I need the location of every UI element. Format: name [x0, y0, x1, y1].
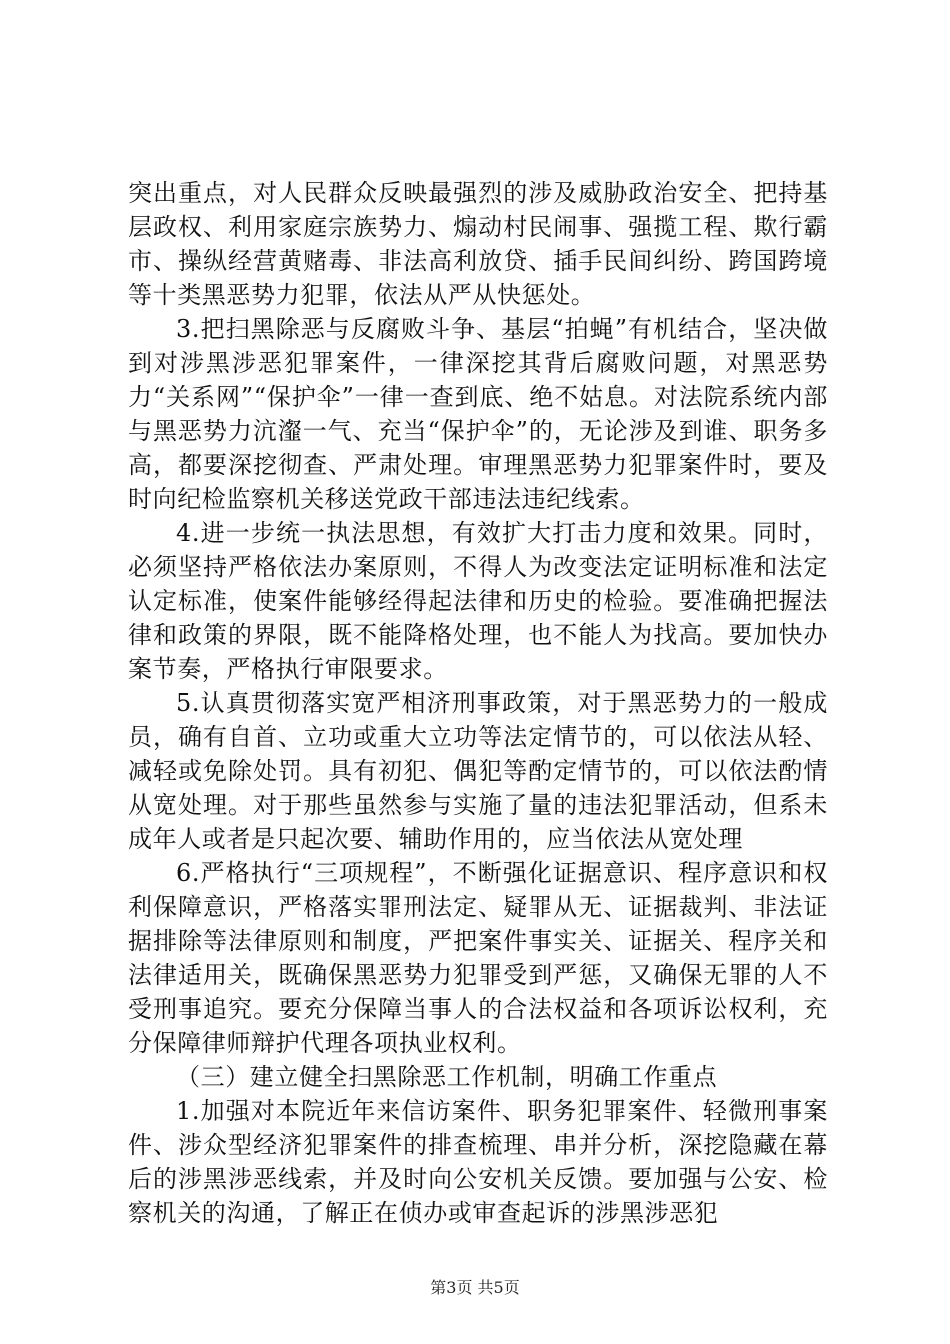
paragraph-3: 4.进一步统一执法思想，有效扩大打击力度和效果。同时，必须坚持严格依法办案原则，不得人为改变法定证明标准和法定认定标准，使案件能够经得起法律和历史的检验。要准确把握法律和政策的界限，既不能降格处理，也不能人为找高。要加快办案节奏，严格执行审限要求。 [128, 519, 828, 683]
paragraph-1: 突出重点，对人民群众反映最强烈的涉及威胁政治安全、把持基层政权、利用家庭宗族势力、煽动村民闹事、强揽工程、欺行霸市、操纵经营黄赌毒、非法高利放贷、插手民间纠纷、跨国跨境等十类黑恶势力犯罪，依法从严从快惩处。 [128, 179, 828, 309]
paragraph-2: 3.把扫黑除恶与反腐败斗争、基层“拍蝇”有机结合，坚决做到对涉黑涉恶犯罪案件，一律深挖其背后腐败问题，对黑恶势力“关系网”“保护伞”一律一查到底、绝不姑息。对法院系统内部与黑恶势力沆瀣一气、充当“保护伞”的，无论涉及到谁、职务多高，都要深挖彻查、严肃处理。审理黑恶势力犯罪案件时，要及时向纪检监察机关移送党政干部违法违纪线索。 [128, 315, 828, 513]
section-heading: （三）建立健全扫黑除恶工作机制，明确工作重点 [176, 1063, 718, 1091]
page-footer: 第3页 共5页 [430, 1278, 520, 1297]
paragraph-4: 5.认真贯彻落实宽严相济刑事政策，对于黑恶势力的一般成员，确有自首、立功或重大立功等法定情节的，可以依法从轻、减轻或免除处罚。具有初犯、偶犯等酌定情节的，可以依法酌情从宽处理。对于那些虽然参与实施了量的违法犯罪活动，但系未成年人或者是只起次要、辅助作用的，应当依法从宽处理 [128, 689, 828, 853]
paragraph-5: 6.严格执行“三项规程”，不断强化证据意识、程序意识和权利保障意识，严格落实罪刑法定、疑罪从无、证据裁判、非法证据排除等法律原则和制度，严把案件事实关、证据关、程序关和法律适用关，既确保黑恶势力犯罪受到严惩，又确保无罪的人不受刑事追究。要充分保障当事人的合法权益和各项诉讼权利，充分保障律师辩护代理各项执业权利。 [128, 859, 828, 1057]
document-body [128, 176, 828, 1230]
paragraph-6: 1.加强对本院近年来信访案件、职务犯罪案件、轻微刑事案件、涉众型经济犯罪案件的排查梳理、串并分析，深挖隐藏在幕后的涉黑涉恶线索，并及时向公安机关反馈。要加强与公安、检察机关的沟通，了解正在侦办或审查起诉的涉黑涉恶犯 [128, 1097, 828, 1227]
